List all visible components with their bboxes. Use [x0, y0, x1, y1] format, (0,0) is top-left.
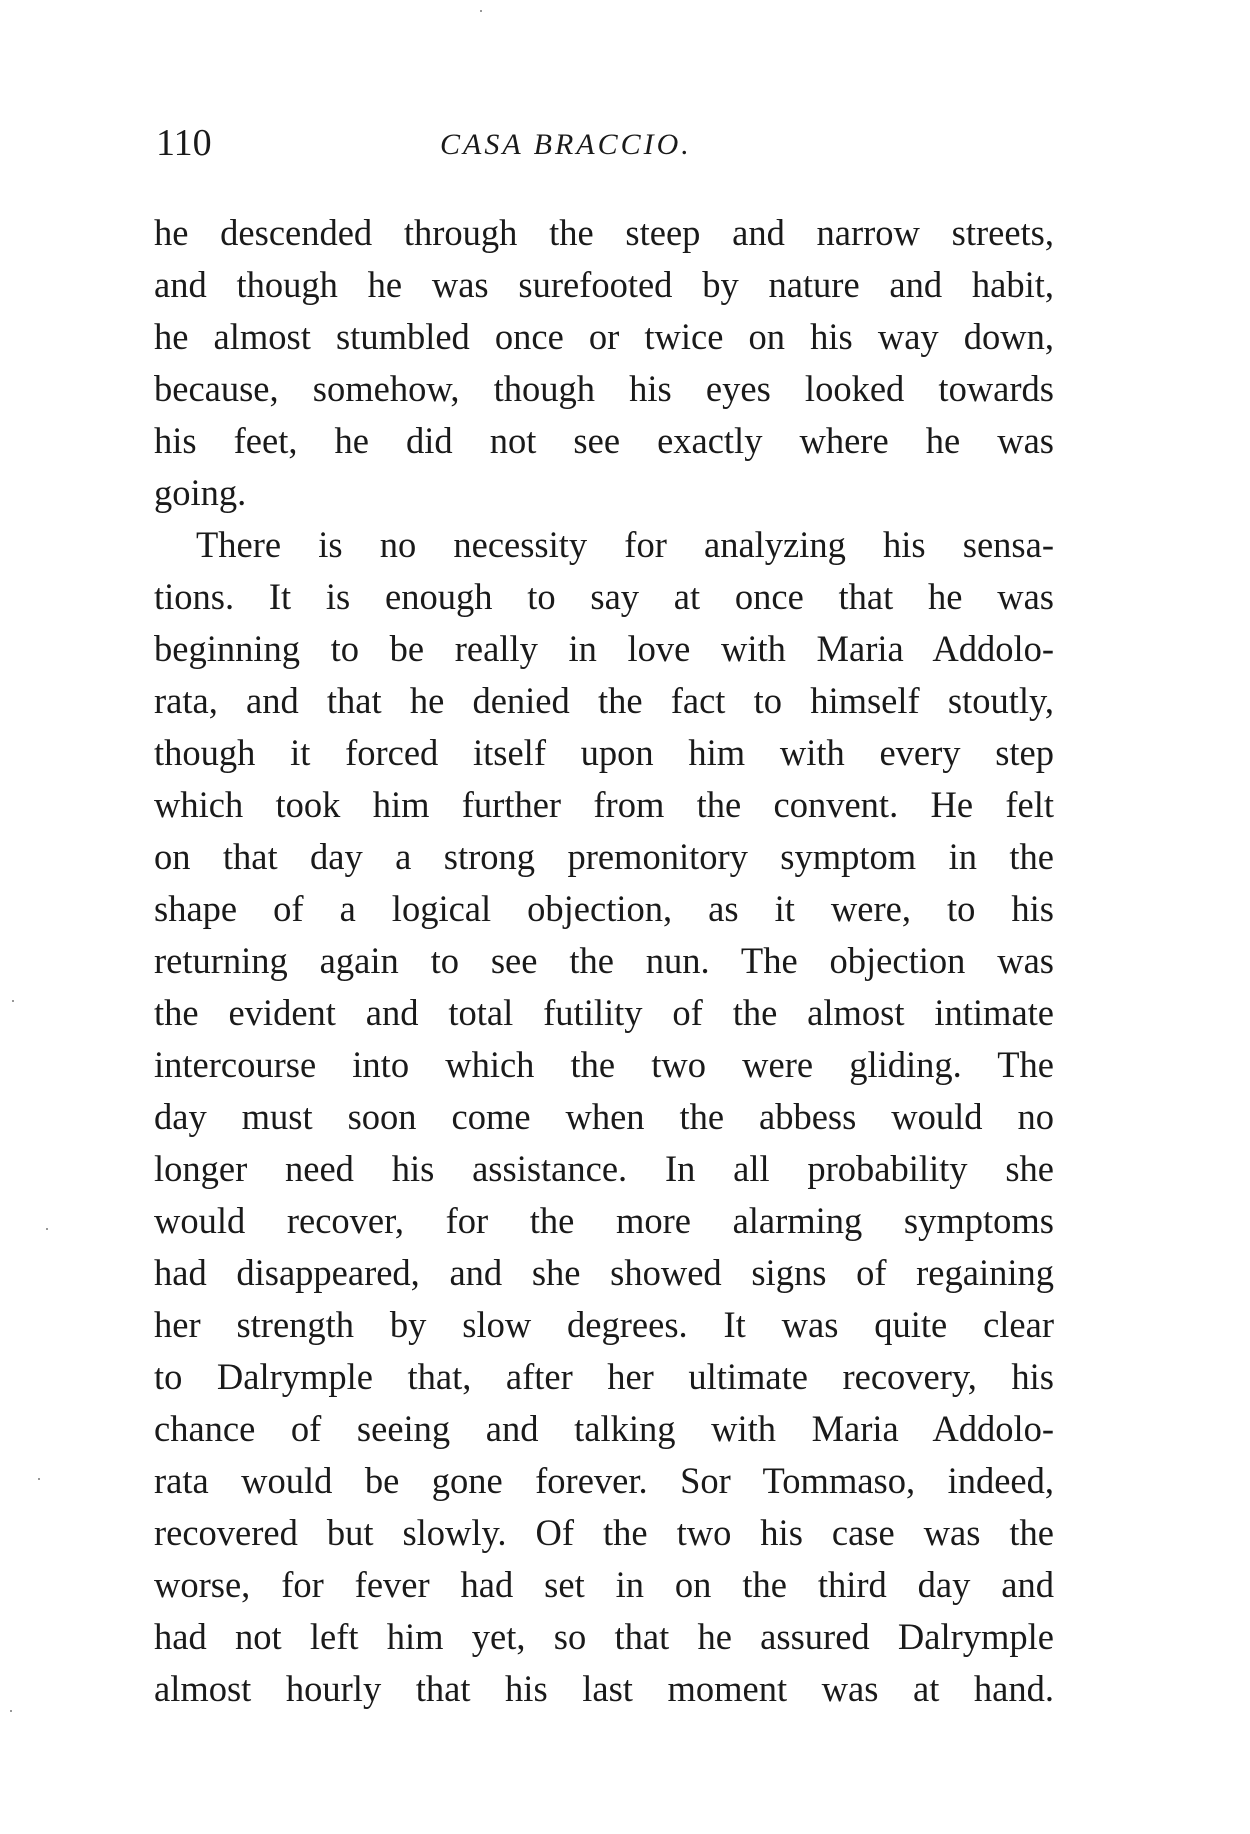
body-text — [154, 207, 1054, 1715]
text-line: longer need his assistance. In all probability she — [154, 1148, 1054, 1189]
text-line: on that day a strong premonitory symptom in the — [154, 836, 1054, 877]
text-line: almost hourly that his last moment was at hand. — [154, 1668, 1054, 1709]
text-line: though it forced itself upon him with every step — [154, 732, 1054, 773]
paper-speck — [10, 1710, 12, 1712]
text-line: going. — [154, 472, 247, 513]
paragraph-2 — [154, 519, 1054, 1715]
text-line: tions. It is enough to say at once that he was — [154, 576, 1054, 617]
text-line: would recover, for the more alarming symptoms — [154, 1200, 1054, 1241]
text-line: beginning to be really in love with Maria Addolo- — [154, 628, 1054, 669]
text-line: and though he was surefooted by nature and habit, — [154, 264, 1054, 305]
text-line: he descended through the steep and narrow streets, — [154, 212, 1054, 253]
text-line: to Dalrymple that, after her ultimate recovery, his — [154, 1356, 1054, 1397]
paragraph-1 — [154, 207, 1054, 519]
text-line: had not left him yet, so that he assured Dalrymple — [154, 1616, 1054, 1657]
text-line: which took him further from the convent. He felt — [154, 784, 1054, 825]
running-head — [150, 118, 1050, 168]
text-line: he almost stumbled once or twice on his way down, — [154, 316, 1054, 357]
text-line: There is no necessity for analyzing his sensa- — [196, 524, 1054, 565]
text-line: recovered but slowly. Of the two his case was the — [154, 1512, 1054, 1553]
text-line: worse, for fever had set in on the third day and — [154, 1564, 1054, 1605]
paper-speck — [480, 10, 482, 12]
text-line: intercourse into which the two were gliding. The — [154, 1044, 1054, 1085]
text-line: chance of seeing and talking with Maria Addolo- — [154, 1408, 1054, 1449]
paper-speck — [12, 1000, 14, 1002]
text-line: shape of a logical objection, as it were, to his — [154, 888, 1054, 929]
text-line: rata, and that he denied the fact to himself stoutly, — [154, 680, 1054, 721]
page-number: 110 — [156, 122, 212, 164]
text-line: returning again to see the nun. The objection was — [154, 940, 1054, 981]
text-line: her strength by slow degrees. It was quite clear — [154, 1304, 1054, 1345]
paper-speck — [46, 1228, 48, 1230]
paper-speck — [38, 1478, 40, 1480]
running-title: CASA BRACCIO. — [440, 128, 692, 161]
text-line: his feet, he did not see exactly where he was — [154, 420, 1054, 461]
text-line: day must soon come when the abbess would no — [154, 1096, 1054, 1137]
text-line: the evident and total futility of the almost intimate — [154, 992, 1054, 1033]
text-line: had disappeared, and she showed signs of regaining — [154, 1252, 1054, 1293]
text-line: because, somehow, though his eyes looked towards — [154, 368, 1054, 409]
text-line: rata would be gone forever. Sor Tommaso, indeed, — [154, 1460, 1054, 1501]
